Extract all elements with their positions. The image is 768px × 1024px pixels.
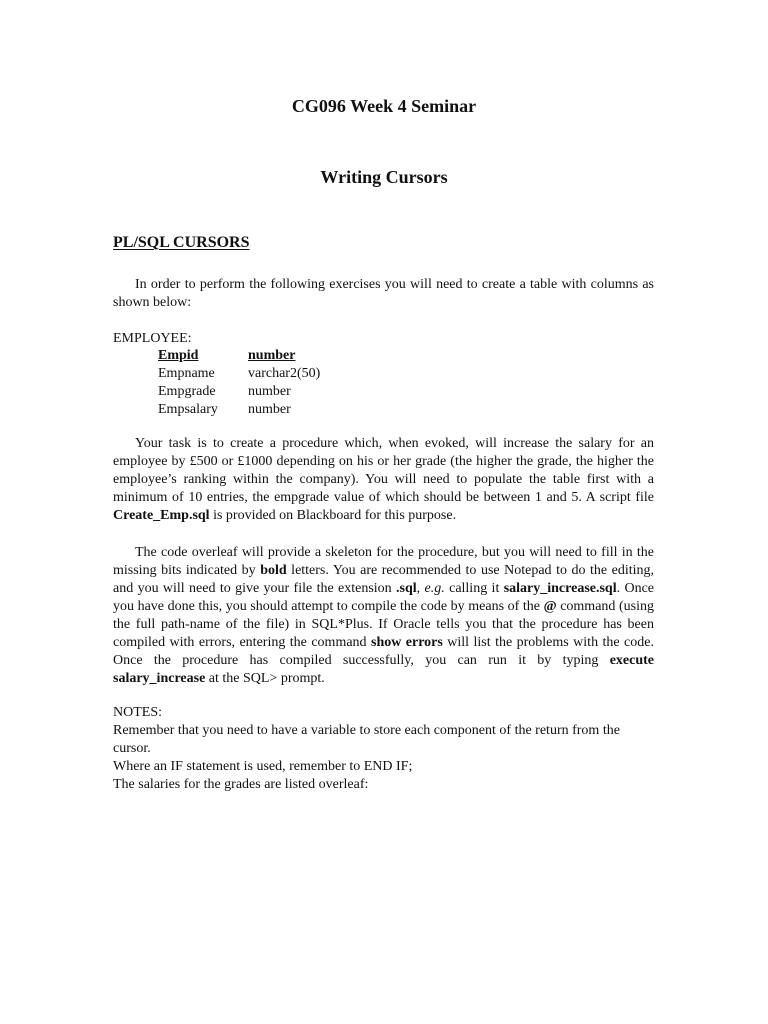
notes-line: Where an IF statement is used, remember to END IF; <box>113 759 413 774</box>
task-paragraph <box>113 435 654 525</box>
table-label: EMPLOYEE: <box>113 331 192 346</box>
example-filename: salary_increase.sql <box>503 581 617 596</box>
bold-term: bold <box>260 563 287 578</box>
code-text: will list the problems with the code. Once the procedure has compiled successfully, you can run it by typing <box>113 635 654 668</box>
code-text: calling it <box>444 581 504 596</box>
document-title: CG096 Week 4 Seminar <box>291 96 477 116</box>
schema-row <box>158 365 368 383</box>
schema-row <box>158 401 368 419</box>
schema-row <box>158 383 368 401</box>
section-heading: PL/SQL CURSORS <box>113 234 250 251</box>
code-text: command (using the full path-name of the file) in SQL*Plus. If Oracle tells you that the procedure has been compiled with errors, entering the command <box>113 599 654 650</box>
code-text: , <box>416 581 425 596</box>
file-extension: .sql <box>396 581 417 596</box>
script-filename: Create_Emp.sql <box>113 508 210 523</box>
document-subtitle: Writing Cursors <box>320 167 448 187</box>
schema-column-name: Empsalary <box>158 402 218 417</box>
employee-schema-table <box>158 347 368 419</box>
notes-line: Remember that you need to have a variable to store each component of the return from the cursor. <box>113 723 620 756</box>
notes-heading: NOTES: <box>113 705 162 720</box>
execute-command: execute salary_increase <box>113 653 654 686</box>
schema-column-type: number <box>248 384 291 399</box>
intro-paragraph: In order to perform the following exercises you will need to create a table with columns as shown below: <box>113 277 654 310</box>
task-text: is provided on Blackboard for this purpose. <box>209 508 457 523</box>
notes-section <box>113 704 654 794</box>
schema-column-type: number <box>248 402 291 417</box>
code-text: letters. You are recommended to use Notepad to do the editing, and you will need to give your file the extension <box>113 563 655 596</box>
code-paragraph <box>113 544 654 688</box>
code-text: at the SQL> prompt. <box>205 671 325 686</box>
schema-column-name: Empname <box>158 366 215 381</box>
schema-column-type: varchar2(50) <box>248 366 321 381</box>
code-text: . Once you have done this, you should attempt to compile the code by means of the <box>113 581 655 614</box>
example-abbrev: e.g. <box>424 581 445 596</box>
show-errors-command: show errors <box>371 635 443 650</box>
schema-column-name: Empgrade <box>158 384 216 399</box>
schema-column-type: number <box>248 348 296 363</box>
task-text: Your task is to create a procedure which, when evoked, will increase the salary for an employee by £500 or £1000 depending on his or her grade (the higher the grade, the higher the employee’s ranking within the company). You will need to populate the table first with a minimum of 10 entries, the empgrade value of which should be between 1 and 5. A script file <box>113 436 654 505</box>
schema-header-row <box>158 347 368 365</box>
schema-column-name: Empid <box>158 348 199 363</box>
code-text: The code overleaf will provide a skeleton for the procedure, but you will need to fill in the missing bits indicated by <box>113 545 654 578</box>
notes-line: The salaries for the grades are listed overleaf: <box>113 777 369 792</box>
at-command: @ <box>543 599 557 614</box>
